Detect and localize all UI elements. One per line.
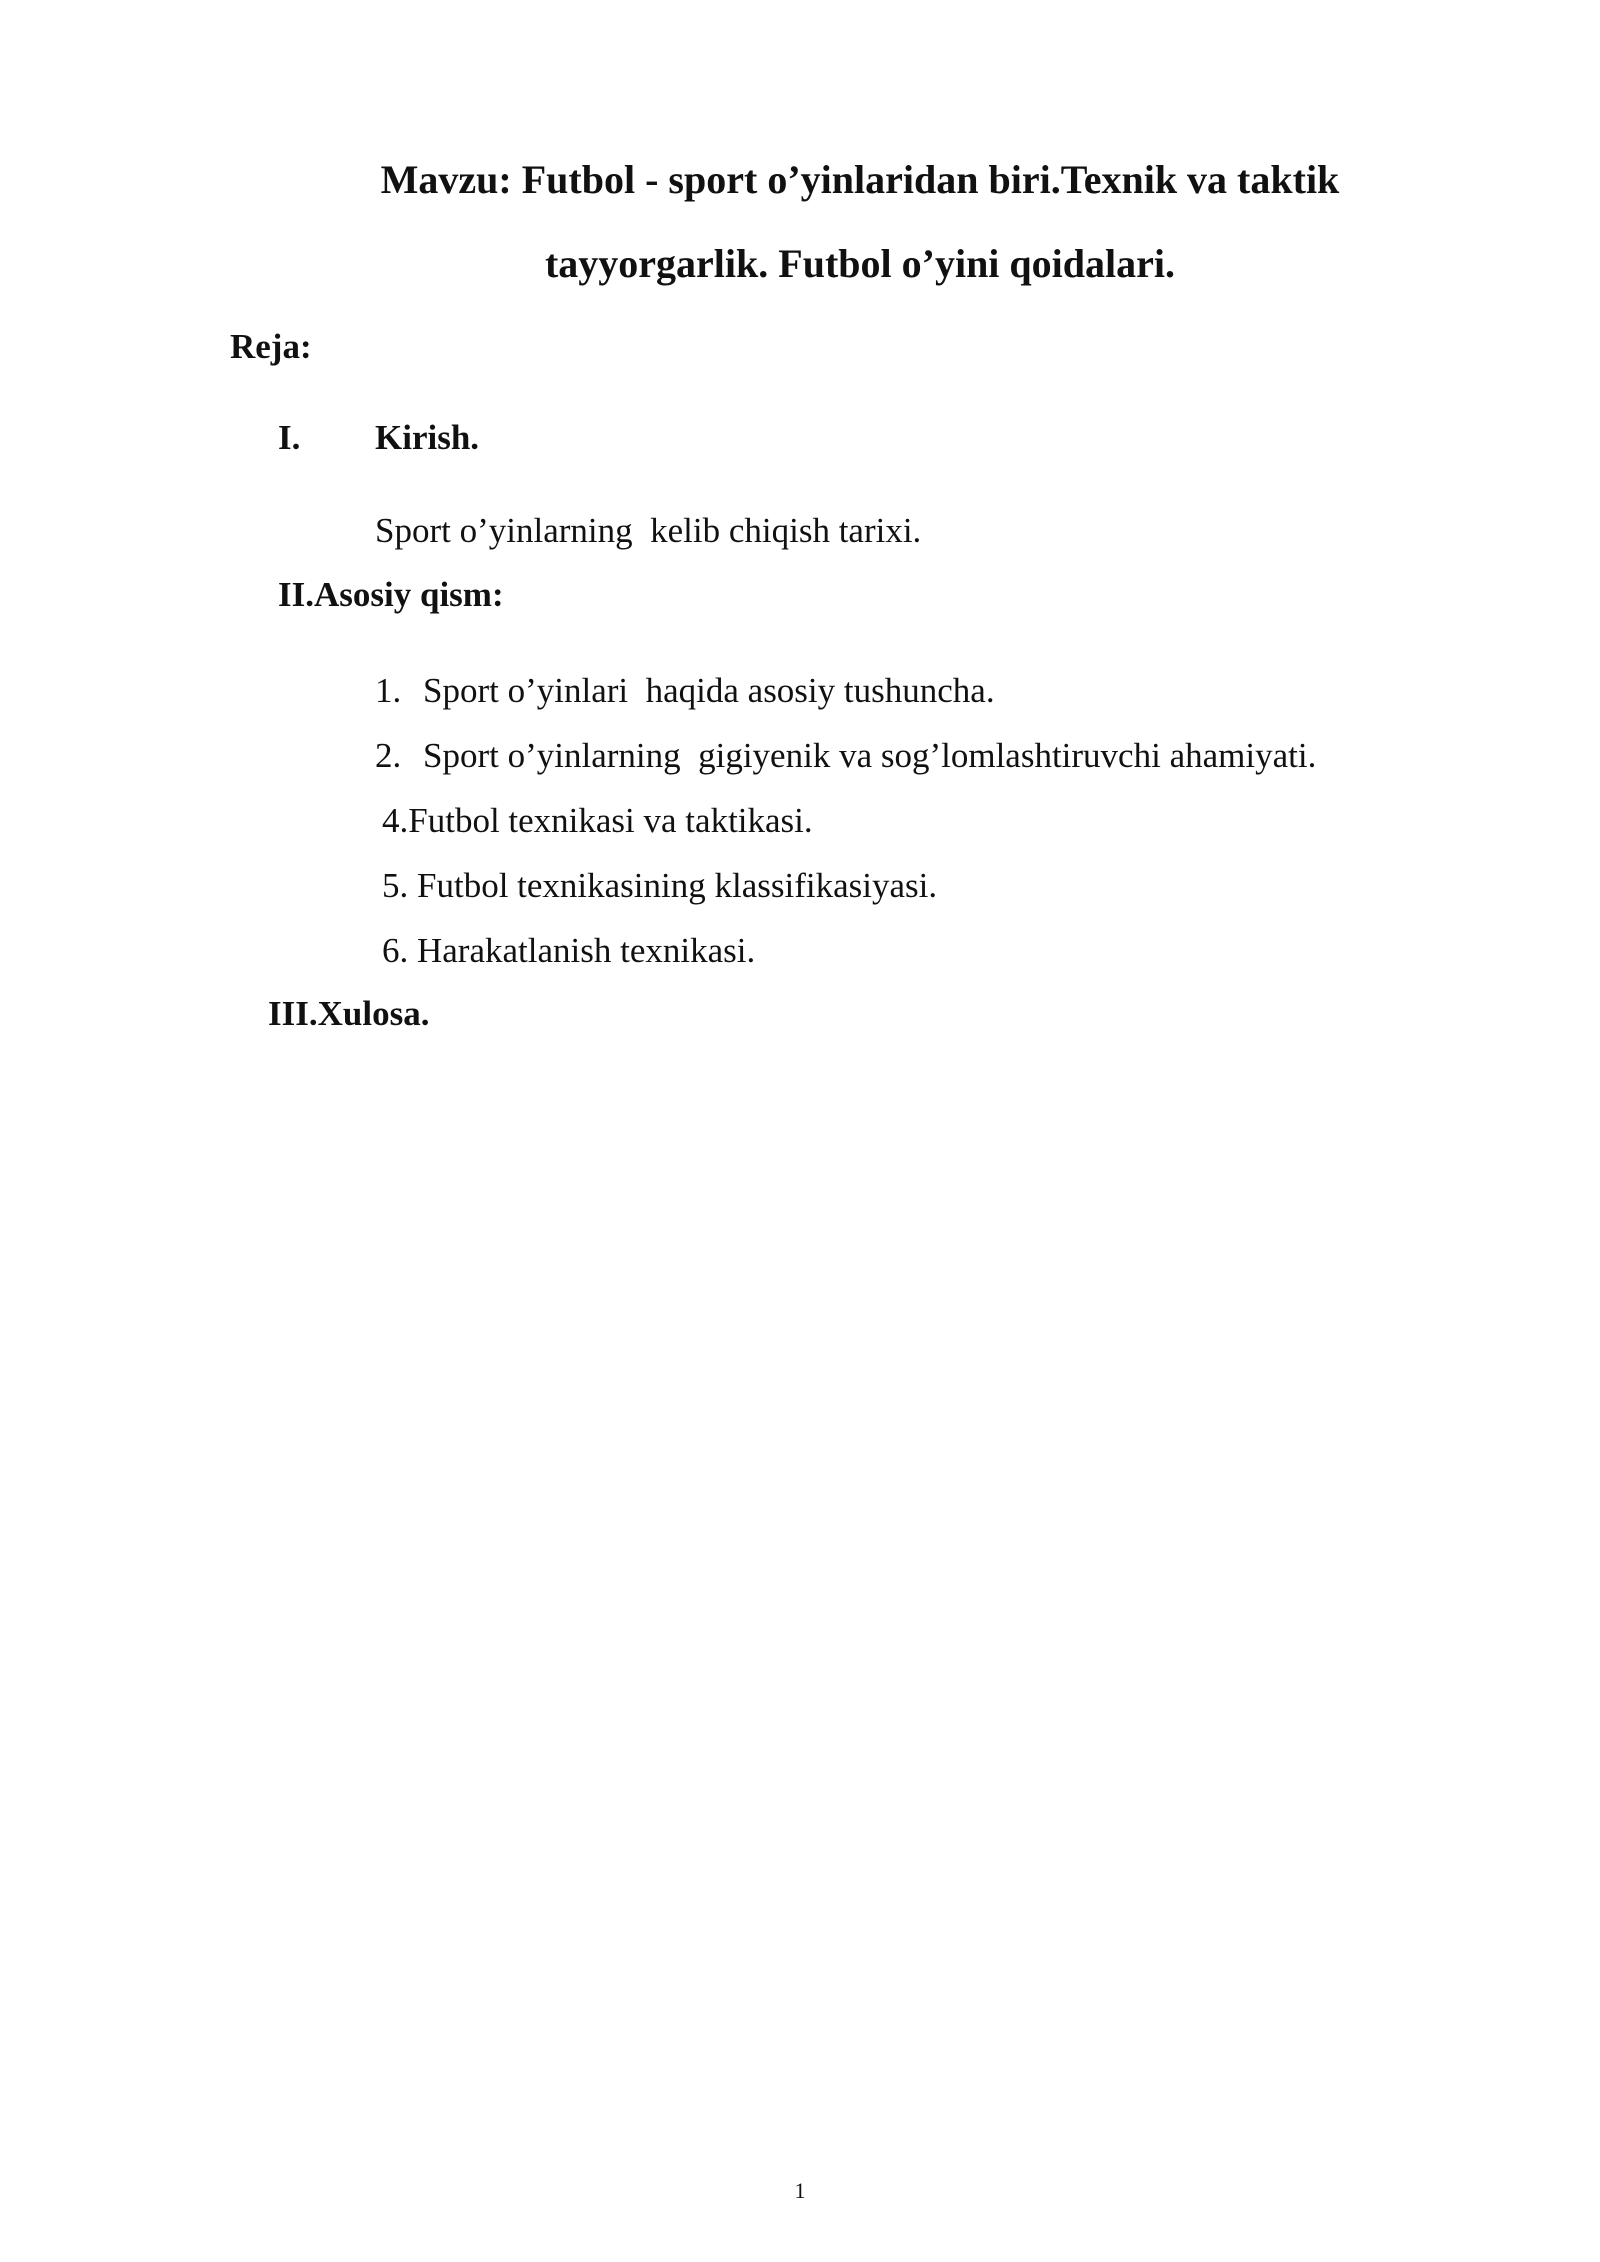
list-item-6: 6. Harakatlanish texnikasi. bbox=[382, 931, 756, 970]
section-2-heading: II.Asosiy qism: bbox=[278, 575, 504, 614]
list-item-5: 5. Futbol texnikasining klassifikasiyasi. bbox=[382, 866, 938, 905]
section-1-numeral: I. bbox=[278, 418, 301, 457]
plan-label: Reja: bbox=[230, 327, 312, 366]
section-1-subitem: Sport o’yinlarning kelib chiqish tarixi. bbox=[375, 511, 922, 550]
document-title bbox=[230, 138, 1490, 306]
page-number: 1 bbox=[794, 2178, 806, 2203]
list-item-2-number: 2. bbox=[375, 736, 402, 775]
list-item-2-text: Sport o’yinlarning gigiyenik va sog’lomlashtiruvchi ahamiyati. bbox=[423, 736, 1317, 775]
section-3-heading: III.Xulosa. bbox=[268, 994, 430, 1033]
list-item-1-text: Sport o’yinlari haqida asosiy tushuncha. bbox=[423, 671, 995, 710]
title-line-1: Mavzu: Futbol - sport o’yinlaridan biri.Texnik va taktik bbox=[380, 157, 1340, 202]
section-1-heading: Kirish. bbox=[375, 418, 480, 457]
list-item-4: 4.Futbol texnikasi va taktikasi. bbox=[382, 801, 813, 840]
list-item-1-number: 1. bbox=[375, 671, 402, 710]
title-line-2: tayyorgarlik. Futbol o’yini qoidalari. bbox=[544, 241, 1176, 286]
